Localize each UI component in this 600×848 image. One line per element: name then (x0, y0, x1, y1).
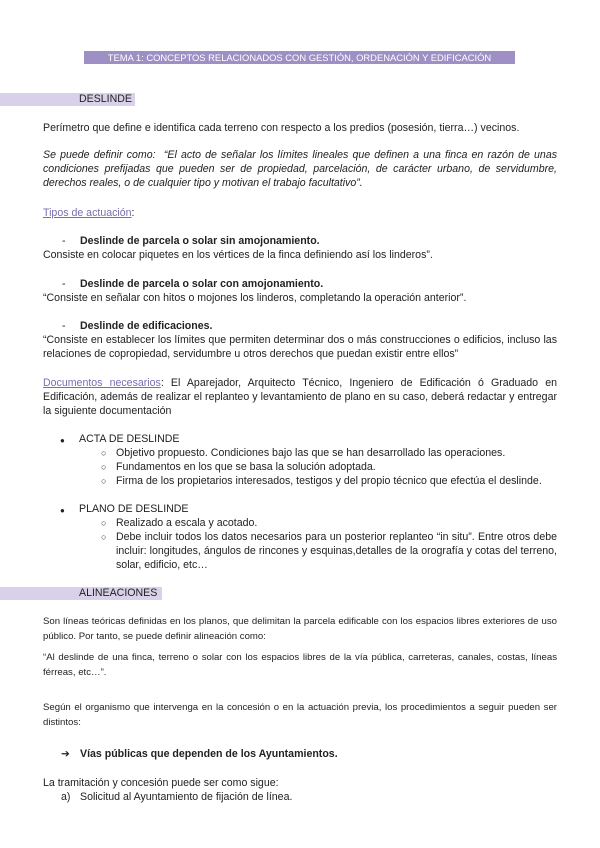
alineaciones-p2: “Al deslinde de una finca, terreno o solar con los espacios libres de la vía pública, carreteras, canales, costas, líneas férreas, etc…”. (43, 652, 557, 678)
dash-marker: - (62, 278, 66, 290)
acta-item: Fundamentos en los que se basa la solución adoptada. (116, 461, 376, 473)
sub-bullet-marker: ○ (101, 518, 107, 528)
section-heading-deslinde: DESLINDE (79, 93, 132, 105)
alineaciones-p4: La tramitación y concesión puede ser como sigue: (43, 777, 279, 789)
alineaciones-p3: Según el organismo que intervenga en la concesión o en la actuación previa, los procedimientos a seguir pueden ser distintos: (43, 702, 557, 728)
definition-text: “El acto de señalar los límites lineales que definen a una finca en razón de unas condiciones prefijadas que pueden ser de propiedad, parcelación, de carácter urbano, de servidumbre, derechos reales, o de cualquier tipo y motivan el trabajo facultativo”. (43, 149, 558, 189)
document-title: TEMA 1: CONCEPTOS RELACIONADOS CON GESTIÓN, ORDENACIÓN Y EDIFICACIÓN (84, 51, 515, 64)
tipo-title: Deslinde de edificaciones. (80, 320, 213, 332)
documentos-text: : El Aparejador, Arquitecto Técnico, Ingeniero de Edificación ó Graduado en Edificación, además de realizar el replanteo y levantamiento de plano en su caso, deberá redactar y entregar la siguiente documentación (43, 377, 557, 417)
deslinde-definition (43, 148, 557, 190)
plano-title: PLANO DE DESLINDE (79, 503, 189, 515)
bullet-marker: ● (60, 506, 65, 515)
tipo-title: Deslinde de parcela o solar sin amojonamiento. (80, 235, 320, 247)
tipos-link[interactable]: Tipos de actuación (43, 207, 132, 219)
acta-item: Firma de los propietarios interesados, testigos y del propio técnico que efectúa el deslinde. (116, 475, 542, 487)
sub-bullet-marker: ○ (101, 448, 107, 458)
dash-marker: - (62, 235, 66, 247)
tipo-desc: “Consiste en señalar con hitos o mojones los linderos, completando la operación anterior”. (43, 292, 467, 304)
sub-bullet-marker: ○ (101, 476, 107, 486)
section-heading-alineaciones: ALINEACIONES (79, 587, 158, 599)
plano-item: Debe incluir todos los datos necesarios para un posterior replanteo “in situ”. Entre otros debe incluir: longitudes, ángulos de rincones y esquinas,detalles de la orografía y cotas del terreno, solar, edificio, etc… (116, 531, 557, 571)
alineaciones-p1: Son líneas teóricas definidas en los planos, que delimitan la parcela edificable con los espacios libres exteriores de uso público. Por tanto, se puede definir alineación como: (43, 616, 557, 642)
tipos-heading: Tipos de actuación: (43, 207, 135, 219)
list-item-a: Solicitud al Ayuntamiento de fijación de línea. (80, 791, 293, 803)
list-letter-a: a) (61, 791, 71, 803)
bullet-marker: ● (60, 436, 65, 445)
dash-marker: - (62, 320, 66, 332)
tipo-desc: Consiste en colocar piquetes en los vértices de la finca definiendo así los linderos”. (43, 249, 433, 261)
tipo-title: Deslinde de parcela o solar con amojonamiento. (80, 278, 324, 290)
definition-label: Se puede definir como: (43, 149, 156, 161)
sub-bullet-marker: ○ (101, 462, 107, 472)
plano-item: Realizado a escala y acotado. (116, 517, 258, 529)
acta-title: ACTA DE DESLINDE (79, 433, 180, 445)
arrow-marker: ➔ (61, 748, 70, 760)
documentos-paragraph (43, 376, 557, 418)
documentos-link[interactable]: Documentos necesarios (43, 377, 161, 389)
acta-item: Objetivo propuesto. Condiciones bajo las que se han desarrollado las operaciones. (116, 447, 506, 459)
tipo-desc: “Consiste en establecer los límites que permiten determinar dos o más construcciones o edificios, incluso las relaciones de copropiedad, servidumbre u otros derechos que puedan existir entre ellos” (43, 334, 557, 360)
deslinde-intro: Perímetro que define e identifica cada terreno con respecto a los predios (posesión, tierra…) vecinos. (43, 122, 520, 134)
sub-bullet-marker: ○ (101, 532, 107, 542)
arrow-item: Vías públicas que dependen de los Ayuntamientos. (80, 748, 338, 760)
